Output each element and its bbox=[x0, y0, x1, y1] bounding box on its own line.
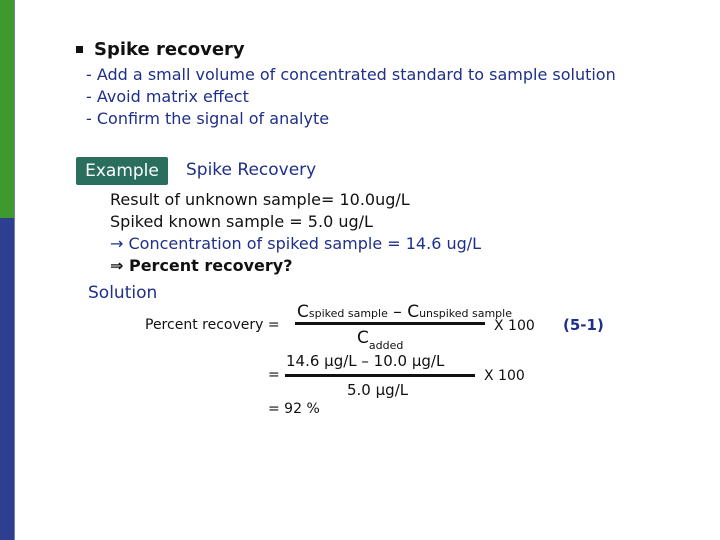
formula-numerator bbox=[297, 302, 512, 322]
formula-label: Percent recovery = bbox=[145, 317, 280, 333]
minus-sign: – bbox=[387, 302, 408, 322]
example-badge: Example bbox=[76, 157, 168, 185]
list-item: - Add a small volume of concentrated standard to sample solution bbox=[86, 65, 616, 84]
equation-number: (5-1) bbox=[563, 316, 604, 334]
example-line: Spiked known sample = 5.0 ug/L bbox=[110, 212, 373, 231]
example-question: ⇒ Percent recovery? bbox=[110, 256, 293, 275]
left-accent-divider bbox=[14, 0, 15, 540]
multiplier: X 100 bbox=[494, 318, 535, 334]
numeric-denominator: 5.0 μg/L bbox=[347, 381, 409, 399]
fraction-bar bbox=[285, 374, 475, 377]
list-item: - Confirm the signal of analyte bbox=[86, 109, 330, 128]
equals-sign: = bbox=[268, 367, 280, 383]
left-accent-bar-green bbox=[0, 0, 14, 218]
c-symbol: C bbox=[297, 302, 309, 322]
example-title: Spike Recovery bbox=[186, 160, 317, 180]
c-symbol: C bbox=[407, 302, 420, 322]
multiplier: X 100 bbox=[484, 368, 525, 384]
left-accent-bar-blue bbox=[0, 218, 14, 540]
subscript-unspiked: unspiked sample bbox=[419, 307, 512, 320]
fraction-bar bbox=[295, 322, 485, 325]
result-value: = 92 % bbox=[268, 401, 320, 417]
subscript-added: added bbox=[368, 339, 404, 352]
numeric-numerator: 14.6 μg/L – 10.0 μg/L bbox=[286, 352, 445, 370]
example-line: Result of unknown sample= 10.0ug/L bbox=[110, 190, 410, 209]
list-item: - Avoid matrix effect bbox=[86, 87, 249, 106]
c-symbol: C bbox=[357, 328, 369, 348]
formula-denominator bbox=[357, 328, 404, 352]
solution-label: Solution bbox=[88, 283, 158, 303]
subscript-spiked: spiked sample bbox=[308, 307, 388, 320]
square-bullet-icon bbox=[76, 46, 83, 53]
section-heading: Spike recovery bbox=[94, 39, 245, 60]
example-line: → Concentration of spiked sample = 14.6 ug/L bbox=[110, 234, 482, 253]
